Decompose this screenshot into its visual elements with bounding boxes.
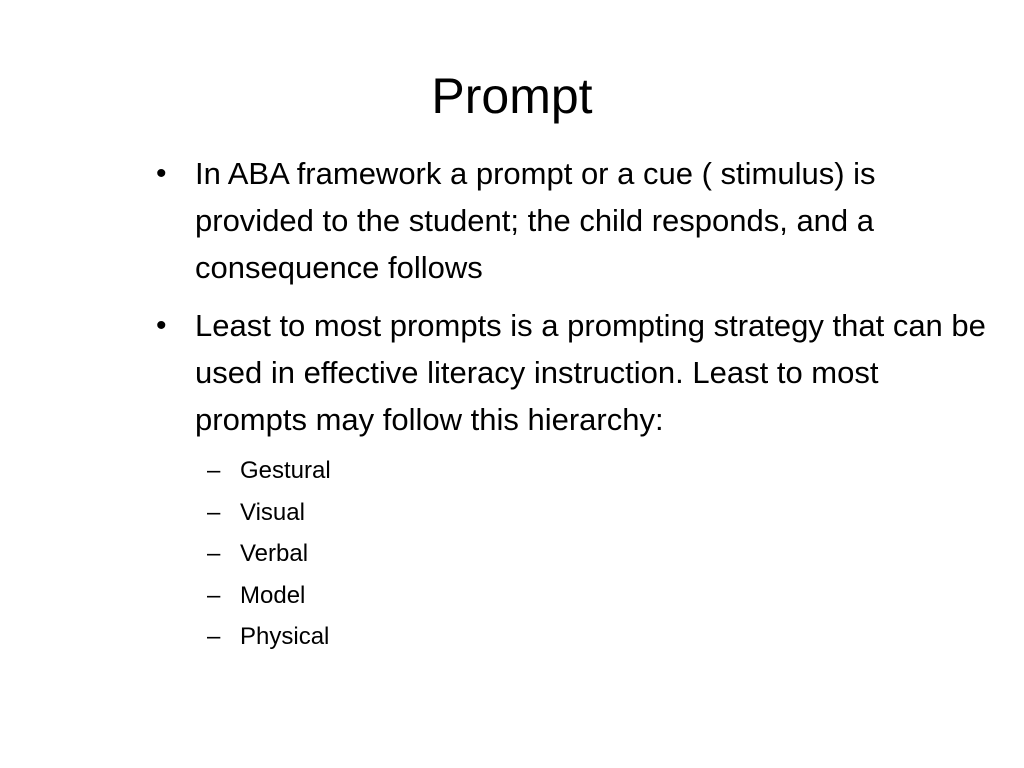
dash-marker: – xyxy=(207,498,221,526)
dash-marker: – xyxy=(207,540,221,568)
slide-title: Prompt xyxy=(431,68,593,124)
hierarchy-item-text: Visual xyxy=(240,498,305,526)
hierarchy-item-text: Model xyxy=(240,581,306,609)
bullet-marker: • xyxy=(156,157,167,190)
hierarchy-item-text: Gestural xyxy=(240,457,331,485)
dash-marker: – xyxy=(207,623,221,651)
bullet-text: In ABA framework a prompt or a cue ( stimulus) is provided to the student; the child responds, and a consequence follows xyxy=(195,156,876,285)
bullet-item xyxy=(152,302,1002,443)
hierarchy-item xyxy=(207,575,1002,617)
hierarchy-item-text: Verbal xyxy=(240,540,309,568)
hierarchy-list xyxy=(152,450,1002,658)
hierarchy-item xyxy=(207,492,1002,534)
hierarchy-item xyxy=(207,450,1002,492)
bullet-marker: • xyxy=(156,309,167,342)
hierarchy-item xyxy=(207,616,1002,658)
bullet-text: Least to most prompts is a prompting strategy that can be used in effective literacy instruction. Least to most prompts may follow this hierarchy: xyxy=(195,308,986,437)
dash-marker: – xyxy=(207,581,221,609)
hierarchy-item xyxy=(207,533,1002,575)
hierarchy-item-text: Physical xyxy=(240,623,330,651)
dash-marker: – xyxy=(207,457,221,485)
slide-body xyxy=(152,150,1002,658)
bullet-item xyxy=(152,150,1002,291)
